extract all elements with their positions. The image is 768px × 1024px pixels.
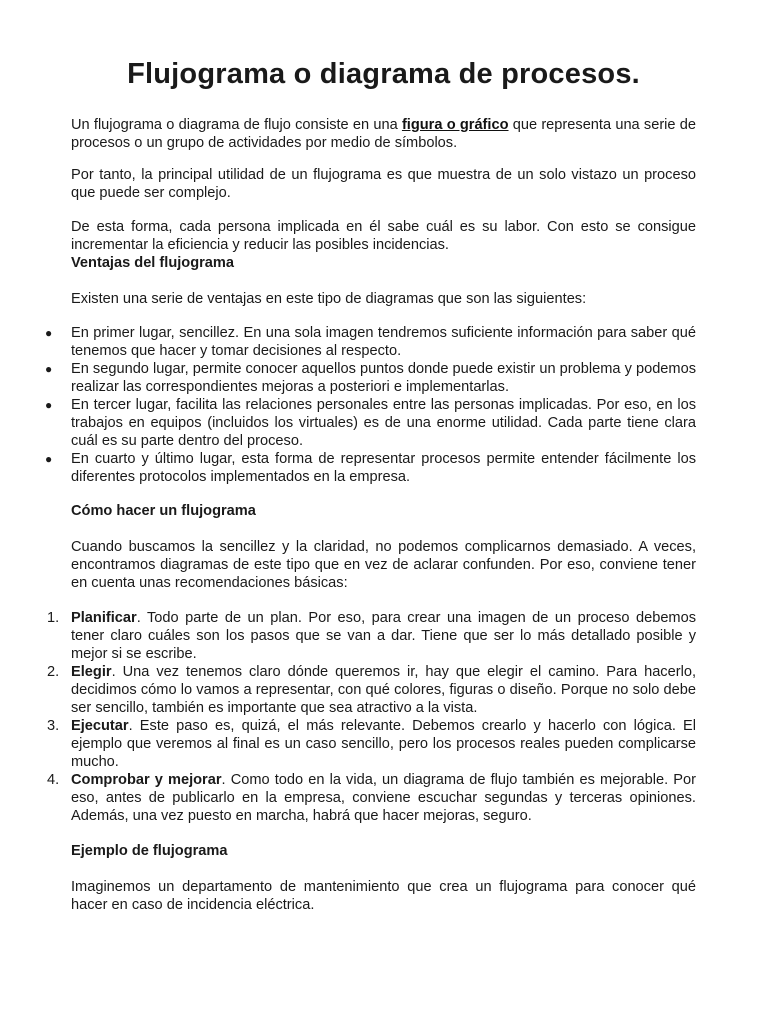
ventajas-list (45, 324, 696, 486)
bullet-icon: ● (45, 452, 53, 466)
figura-grafico-link[interactable]: figura o gráfico (401, 117, 509, 133)
step-item (47, 771, 696, 825)
step-number: 1. (47, 610, 60, 626)
step-number: 4. (47, 772, 60, 788)
efficiency-paragraph: De esta forma, cada persona implicada en él sabe cuál es su labor. Con esto se consigue incrementar la eficiencia y reducir las posibles incidencias. (71, 219, 696, 253)
ventajas-heading: Ventajas del flujograma (71, 255, 235, 271)
step-number: 2. (47, 664, 60, 680)
list-item-text: En tercer lugar, facilita las relaciones personales entre las personas implicadas. Por eso, en los trabajos en equipos (incluidos los virtuales) es de una enorme utilidad. Cada parte tiene clara cuál es su parte dentro del proceso. (71, 397, 696, 449)
como-intro: Cuando buscamos la sencillez y la claridad, no podemos complicarnos demasiado. A veces, encontramos diagramas de este tipo que en vez de aclarar confunden. Por eso, conviene tener en cuenta unas recomendaciones básicas: (71, 539, 696, 591)
steps-list (47, 609, 696, 825)
page-title: Flujograma o diagrama de procesos. (127, 58, 640, 90)
intro-paragraph (71, 116, 696, 152)
como-heading: Cómo hacer un flujograma (71, 503, 256, 519)
list-item (45, 396, 696, 450)
list-item-text: En segundo lugar, permite conocer aquellos puntos donde puede existir un problema y podemos realizar las correspondientes mejoras a posteriori e implementarlas. (71, 361, 696, 395)
step-text: . Este paso es, quizá, el más relevante. Debemos crearlo y hacerlo con lógica. El ejemplo que veremos al final es un caso sencillo, pero los procesos reales pueden complicarse mucho. (71, 718, 696, 770)
step-text: . Todo parte de un plan. Por eso, para crear una imagen de un proceso debemos tener claro cuáles son los pasos que se van a dar. Tiene que ser lo más detallado posible y mejor si se escribe. (71, 610, 696, 662)
utility-paragraph: Por tanto, la principal utilidad de un flujograma es que muestra de un solo vistazo un proceso que puede ser complejo. (71, 167, 696, 201)
step-term: Ejecutar (71, 718, 129, 734)
step-number: 3. (47, 718, 60, 734)
list-item (45, 360, 696, 396)
step-term: Comprobar y mejorar (71, 772, 222, 788)
list-item-text: En cuarto y último lugar, esta forma de representar procesos permite entender fácilmente los diferentes protocolos implementados en la empresa. (71, 451, 696, 485)
step-item (47, 717, 696, 771)
bullet-icon: ● (45, 326, 53, 340)
step-text: . Una vez tenemos claro dónde queremos ir, hay que elegir el camino. Para hacerlo, decidimos cómo lo vamos a representar, con qué colores, figuras o diseño. Porque no solo debe ser sencillo, también es importante que sea atractivo a la vista. (71, 664, 696, 716)
step-term: Planificar (71, 610, 137, 626)
intro-text-before: Un flujograma o diagrama de flujo consiste en una (71, 117, 402, 133)
list-item (45, 450, 696, 486)
list-item-text: En primer lugar, sencillez. En una sola imagen tendremos suficiente información para saber qué tenemos que hacer y tomar decisiones al respecto. (71, 325, 696, 359)
ejemplo-heading: Ejemplo de flujograma (71, 843, 228, 859)
ejemplo-paragraph: Imaginemos un departamento de mantenimiento que crea un flujograma para conocer qué hacer en caso de incidencia eléctrica. (71, 879, 696, 913)
step-item (47, 663, 696, 717)
bullet-icon: ● (45, 398, 53, 412)
list-item (45, 324, 696, 360)
bullet-icon: ● (45, 362, 53, 376)
step-text: . Como todo en la vida, un diagrama de flujo también es mejorable. Por eso, antes de publicarlo en la empresa, conviene escuchar segundas y terceras opiniones. Además, una vez puesto en marcha, habrá que hacer mejoras, seguro. (71, 772, 696, 824)
ventajas-intro: Existen una serie de ventajas en este tipo de diagramas que son las siguientes: (71, 291, 587, 307)
intro-text-after: que representa una serie de procesos o un grupo de actividades por medio de símbolos. (71, 117, 696, 151)
step-item (47, 609, 696, 663)
step-term: Elegir (71, 664, 112, 680)
